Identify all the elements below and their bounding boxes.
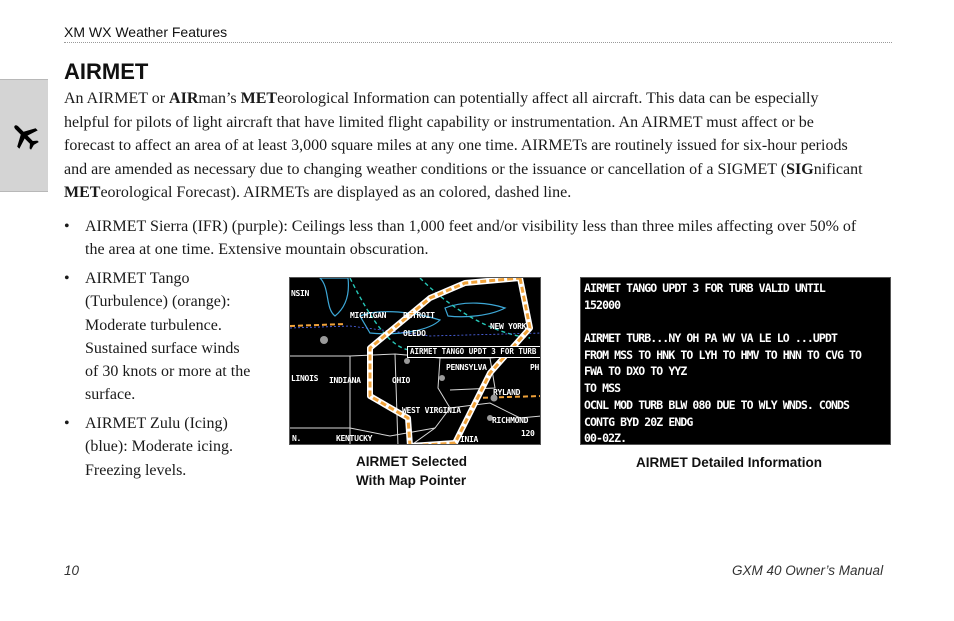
header-divider: [64, 42, 892, 43]
map-label: PH: [530, 363, 540, 372]
page-number: 10: [64, 563, 80, 578]
intro-paragraph: [64, 87, 892, 205]
caption-line: AIRMET Detailed Information: [636, 455, 823, 470]
map-label: INDIANA: [329, 376, 361, 385]
intro-text: An AIRMET or: [64, 90, 170, 107]
map-label: OHIO: [392, 376, 411, 385]
map-label: OLEDO: [403, 329, 426, 338]
map-label: NSIN: [291, 289, 310, 298]
map-label: KENTUCKY: [336, 434, 373, 443]
bullet-dot: •: [64, 218, 70, 235]
bullet-line: of 30 knots or more at the: [85, 363, 251, 381]
airmet-detail-screenshot: [580, 277, 891, 445]
bullet-line: AIRMET Zulu (Icing): [85, 415, 228, 432]
section-tab: [0, 79, 48, 192]
airmet-map-screenshot: [289, 277, 541, 445]
detail-caption: [636, 453, 822, 472]
intro-text: nificant: [813, 160, 863, 178]
map-label: N.: [292, 434, 302, 443]
map-label: 120: [521, 429, 535, 438]
bullet-line: Moderate turbulence.: [85, 316, 222, 334]
intro-line: [64, 111, 892, 135]
bullet-line: Sustained surface winds: [85, 339, 240, 357]
intro-line: [64, 181, 892, 205]
intro-text: forecast to affect an area of at least 3,000 square miles at any one time. AIRMETs are routinely issued for six-hour periods: [64, 137, 848, 154]
detail-line: TO MSS: [584, 381, 621, 396]
map-label: RICHMOND: [492, 416, 529, 425]
detail-line: 152000: [584, 297, 621, 312]
intro-line: [64, 87, 892, 111]
caption-line: AIRMET Selected: [356, 454, 468, 469]
map-label: INIA: [460, 435, 479, 444]
detail-line: FROM MSS TO HNK TO LYH TO HMV TO HNN TO CVG TO: [584, 347, 862, 362]
map-label: NEW YORK: [490, 322, 527, 331]
intro-bold-text: MET: [240, 90, 278, 107]
intro-text: eorological Forecast). AIRMETs are displayed as an colored, dashed line.: [100, 184, 572, 201]
section-title: AIRMET: [64, 59, 149, 84]
intro-bold-text: MET: [64, 184, 101, 201]
detail-line: FWA TO DXO TO YYZ: [584, 364, 687, 379]
intro-text: and are amended as necessary due to changing weather conditions or the issuance or cancellation of a SIGMET (: [64, 160, 787, 178]
detail-line: AIRMET TANGO UPDT 3 FOR TURB VALID UNTIL: [584, 281, 825, 295]
map-label: LINOIS: [291, 374, 319, 383]
bullet-line: (blue): Moderate icing.: [85, 438, 233, 456]
map-caption: [356, 452, 467, 490]
bullet-line: the area at one time. Extensive mountain obscuration.: [85, 241, 429, 259]
bullet-line: Freezing levels.: [85, 461, 187, 479]
running-header: XM WX Weather Features: [64, 24, 228, 40]
detail-line: 00-02Z.: [584, 431, 627, 445]
airplane-icon: [9, 120, 41, 152]
detail-line: AIRMET TURB...NY OH PA WV VA LE LO ...UPDT: [584, 331, 837, 346]
detail-line: [584, 313, 887, 330]
map-label: WEST VIRGINIA: [402, 406, 461, 415]
bullet-line: AIRMET Sierra (IFR) (purple): Ceilings less than 1,000 feet and/or visibility less than three miles affecting over 50% of: [85, 218, 857, 235]
intro-text: eorological Information can potentially affect all aircraft. This data can be especially: [277, 90, 819, 107]
map-label: RYLAND: [493, 388, 521, 397]
intro-line: [64, 134, 892, 158]
detail-line: OCNL MOD TURB BLW 080 DUE TO WLY WNDS. CONDS: [584, 397, 850, 412]
bullet-line: surface.: [85, 386, 136, 404]
bullet-dot: •: [64, 415, 70, 432]
map-label: MICHIGAN: [350, 311, 387, 320]
bullet-line: AIRMET Tango: [85, 270, 190, 287]
manual-title: GXM 40 Owner’s Manual: [732, 563, 884, 578]
intro-text: helpful for pilots of light aircraft that have limited flight capability or instrumentation. An AIRMET must affect or be: [64, 113, 814, 131]
map-pointer-tooltip: AIRMET TANGO UPDT 3 FOR TURB: [407, 346, 541, 358]
caption-line: With Map Pointer: [356, 473, 467, 488]
intro-bold-text: AIR: [169, 90, 199, 107]
bullet-line: (Turbulence) (orange):: [85, 293, 231, 311]
map-label: DETROIT: [403, 311, 435, 320]
bullet-dot: •: [64, 270, 70, 287]
intro-text: man’s: [198, 90, 241, 107]
intro-line: [64, 158, 892, 182]
intro-bold-text: SIG: [786, 160, 814, 178]
detail-line: CONTG BYD 20Z ENDG: [584, 414, 693, 429]
map-label: PENNSYLVA: [446, 363, 487, 372]
